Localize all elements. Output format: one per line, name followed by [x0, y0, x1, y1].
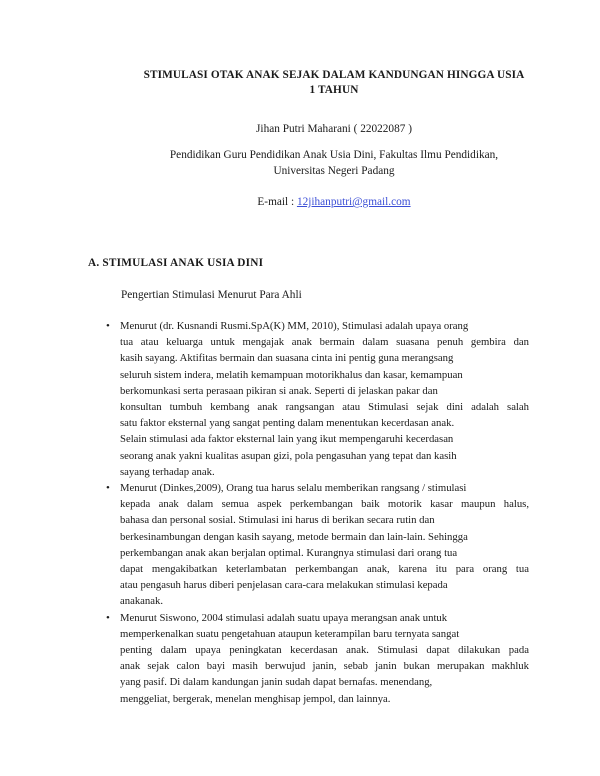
text-line: atau pengasuh harus diberi penjelasan cara-cara melakukan stimulasi kepada	[120, 579, 448, 592]
list-item	[106, 480, 529, 610]
paper-title-line-1: STIMULASI OTAK ANAK SEJAK DALAM KANDUNGAN HINGGA USIA	[143, 69, 525, 81]
text-line: bahasa dan personal sosial. Stimulasi ini harus di berikan secara rutin dan	[120, 514, 435, 527]
text-line: Menurut (Dinkes,2009), Orang tua harus selalu memberikan rangsang / stimulasi	[120, 482, 467, 495]
list-item-text	[120, 318, 529, 480]
author-name: Jihan Putri Maharani ( 22022087 )	[256, 123, 412, 135]
text-line: sayang terhadap anak.	[120, 465, 215, 478]
paper-title-line-2: 1 TAHUN	[309, 84, 359, 96]
text-line: berkesinambungan dengan kasih sayang, metode bermain dan lain-lain. Sehingga	[120, 530, 468, 543]
bullet-icon: •	[106, 320, 110, 332]
email-line	[90, 194, 578, 210]
text-line: Menurut Siswono, 2004 stimulasi adalah suatu upaya merangsan anak untuk	[120, 611, 448, 624]
list-item	[106, 318, 529, 480]
text-line: seorang anak yakni kualitas asupan gizi, pola pengasuhan yang tepat dan kasih	[120, 449, 457, 462]
text-line: tua atau keluarga untuk mengajak anak bermain dalam suasana penuh gembira dan	[120, 336, 529, 349]
list-item	[106, 610, 529, 707]
definition-list	[106, 318, 529, 707]
text-line: berkomunkasi serta perasaan pikiran si anak. Seperti di jelaskan pakar dan	[120, 384, 438, 397]
text-line: konsultan tumbuh kembang anak rangsangan atau Stimulasi sejak dini adalah salah	[120, 401, 529, 414]
text-line: seluruh sistem indera, melatih kemampuan motorikhalus dan kasar, kemampuan	[120, 368, 463, 381]
affiliation	[90, 147, 578, 179]
email-label: E-mail :	[257, 196, 297, 208]
list-item-text	[120, 610, 529, 707]
section-heading: A. STIMULASI ANAK USIA DINI	[88, 257, 264, 269]
text-line: Selain stimulasi ada faktor eksternal lain yang ikut mempengaruhi kecerdasan	[120, 433, 454, 446]
bullet-icon: •	[106, 482, 110, 495]
section-subheading: Pengertian Stimulasi Menurut Para Ahli	[121, 289, 302, 301]
affiliation-line-1: Pendidikan Guru Pendidikan Anak Usia Dini, Fakultas Ilmu Pendidikan,	[169, 149, 499, 161]
email-link[interactable]: 12jihanputri@gmail.com	[296, 196, 411, 208]
bullet-icon: •	[106, 611, 110, 624]
text-line: anak sejak calon bayi masih berwujud janin, sebab janin bukan merupakan makhluk	[120, 660, 529, 673]
affiliation-line-2: Universitas Negeri Padang	[273, 165, 395, 177]
text-line: anakanak.	[120, 595, 164, 608]
text-line: perkembangan anak akan berjalan optimal. Kurangnya stimulasi dari orang tua	[120, 546, 458, 559]
text-line: menggeliat, bergerak, menelan menghisap jempol, dan lainnya.	[120, 692, 391, 705]
text-line: satu faktor eksternal yang sangat penting dalam menentukan kecerdasan anak.	[120, 417, 455, 430]
text-line: Menurut (dr. Kusnandi Rusmi.SpA(K) MM, 2010), Stimulasi adalah upaya orang	[120, 320, 469, 332]
text-line: kepada anak dalam semua aspek perkembangan baik motorik kasar maupun halus,	[120, 498, 529, 511]
text-line: penting dalam upaya peningkatan kecerdasan anak. Stimulasi dapat dilakukan pada	[120, 644, 529, 657]
text-line: memperkenalkan suatu pengetahuan ataupun keterampilan baru ternyata sangat	[120, 627, 460, 640]
text-line: dapat mengakibatkan keterlambatan perkembangan anak, karena itu para orang tua	[120, 563, 529, 576]
text-line: yang pasif. Di dalam kandungan janin sudah dapat bernafas. menendang,	[120, 676, 433, 689]
list-item-text	[120, 480, 529, 610]
text-line: kasih sayang. Aktifitas bermain dan suasana cinta ini pentig guna merangsang	[120, 352, 454, 365]
paper-title	[110, 68, 558, 98]
